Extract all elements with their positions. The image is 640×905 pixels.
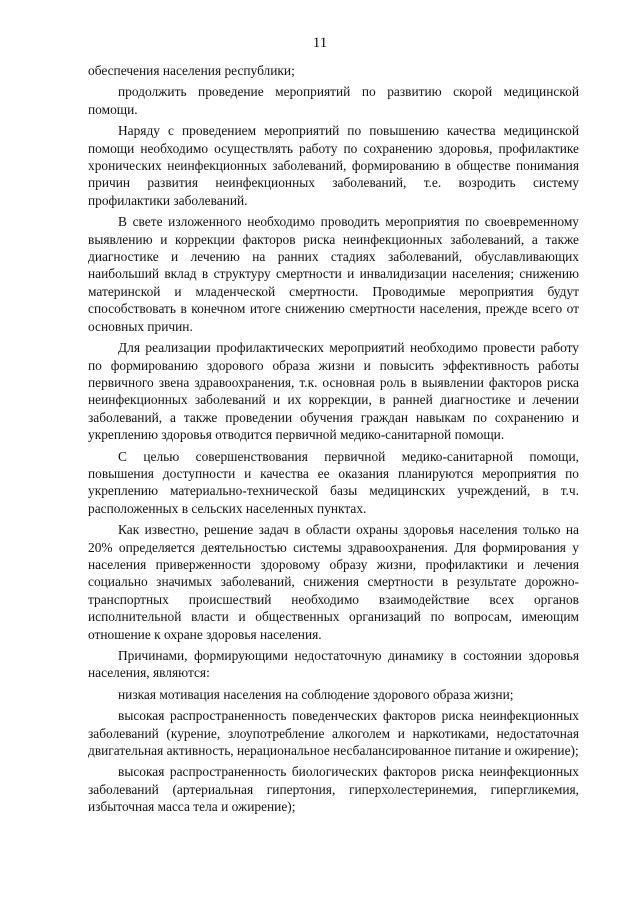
paragraph-continuation: обеспечения населения республики; bbox=[88, 63, 295, 78]
list-item-behavioral-factors: высокая распространенность поведенческих факторов риска неинфекционных заболеваний (курение, злоупотребление алкоголем и наркотиками, недостаточная двигательная активность, нерациональное несбалансированное питание и ожирение); bbox=[88, 708, 579, 759]
paragraph-interagency: Как известно, решение задач в области охраны здоровья населения только на 20% определяется деятельностью системы здравоохранения. Для формирования у населения приверженности здоровому образу жизни, профилактики и лечения социально значимых заболеваний, снижения смертности в результате дорожно-транспортных происшествий необходимо взаимодействие всех органов исполнительной власти и общественных организаций по вопросам, имеющим отношение к охране здоровья населения. bbox=[88, 522, 579, 642]
paragraph-primary-care-role: Для реализации профилактических мероприятий необходимо провести работу по формированию здорового образа жизни и повысить эффективность работы первичного звена здравоохранения, т.к. основная роль в выявлении факторов риска неинфекционных заболеваний и их коррекции, в ранней диагностике и лечении заболеваний, а также проведении обучения граждан навыкам по сохранению и укреплению здоровья отводится первичной медико-санитарной помощи. bbox=[88, 340, 579, 443]
list-item-low-motivation: низкая мотивация населения на соблюдение здорового образа жизни; bbox=[118, 686, 514, 702]
paragraph-prevention-system: Наряду с проведением мероприятий по повышению качества медицинской помощи необходимо осуществлять работу по сохранению здоровья, профилактике хронических неинфекционных заболеваний, формированию в обществе понимания причин развития неинфекционных заболеваний, т.е. возродить систему профилактики заболеваний. bbox=[88, 123, 579, 208]
page-number: 11 bbox=[312, 35, 328, 51]
list-item-biological-factors: высокая распространенность биологических факторов риска неинфекционных заболеваний (артериальная гипертония, гиперхолестеринемия, гипергликемия, избыточная масса тела и ожирение); bbox=[88, 764, 579, 815]
paragraph-risk-factors: В свете изложенного необходимо проводить мероприятия по своевременному выявлению и коррекции факторов риска неинфекционных заболеваний, а также диагностике и лечению на ранних стадиях заболеваний, обуславливающих наибольший вклад в структуру смертности и инвалидизации населения; снижению материнской и младенческой смертности. Проводимые мероприятия будут способствовать в конечном итоге снижению смертности населения, прежде всего от основных причин. bbox=[88, 214, 579, 334]
paragraph-emergency-care: продолжить проведение мероприятий по развитию скорой медицинской помощи. bbox=[88, 84, 579, 117]
paragraph-causes-intro: Причинами, формирующими недостаточную динамику в состоянии здоровья населения, являются: bbox=[88, 648, 579, 681]
document-body bbox=[88, 62, 579, 820]
paragraph-primary-care-improvement: С целью совершенствования первичной медико-санитарной помощи, повышения доступности и качества ее оказания планируются мероприятия по укреплению материально-технической базы медицинских учреждений, в т.ч. расположенных в сельских населенных пунктах. bbox=[88, 448, 579, 516]
